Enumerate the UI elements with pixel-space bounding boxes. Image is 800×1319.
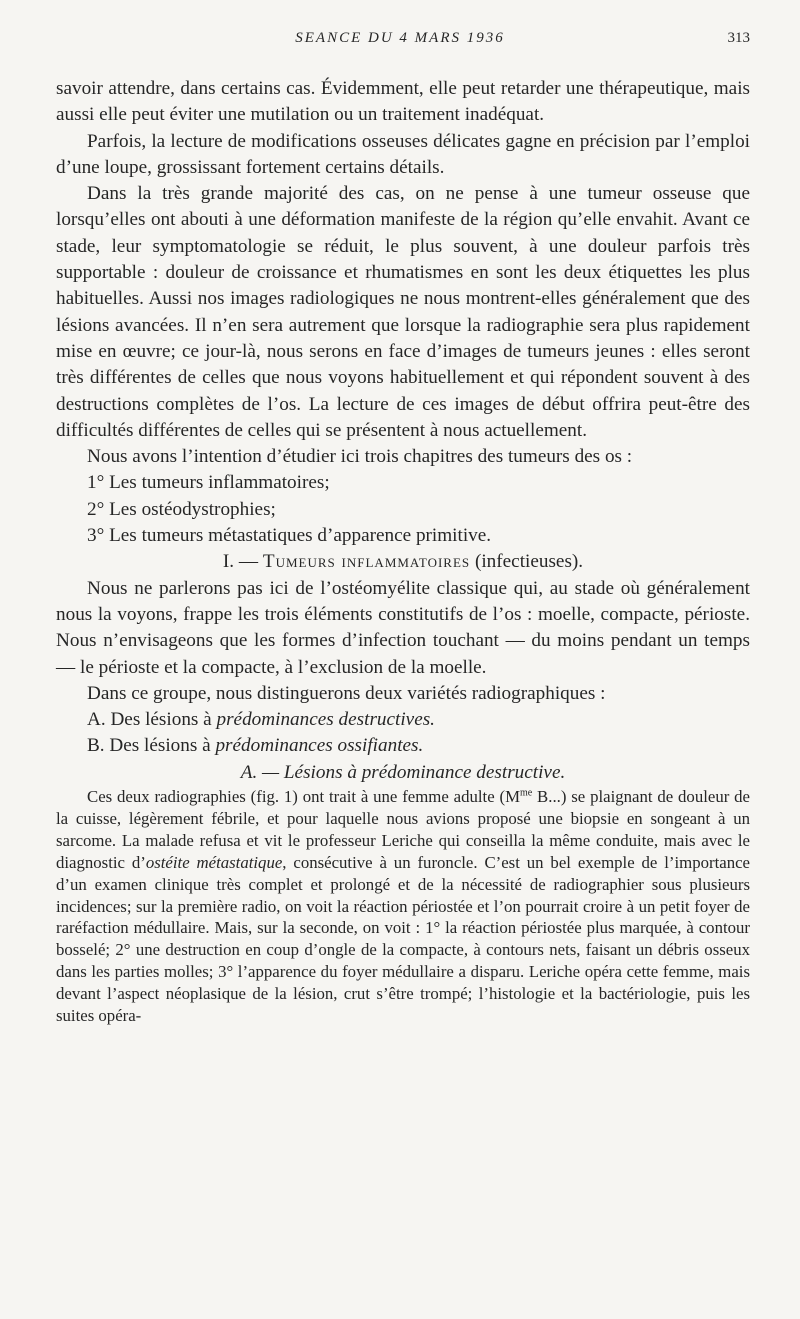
text-run-italic: ostéite métastatique xyxy=(145,852,283,872)
heading-suffix: (infectieuses). xyxy=(470,551,584,573)
running-head: SEANCE DU 4 MARS 1936 xyxy=(295,30,505,46)
text-run: , consécutive à un furoncle. C’est un bel exemple de l’importance d’un examen clinique très complet et prolongé et de la nécessité de radiographier sous plusieurs incidences; sur la première radio, on voit la réaction périostée et l’on pourrait croire à un petit foyer de raréfaction médullaire. Mais, sur la seconde, on voit : 1° la réaction périostée plus marquée, à contour bosselé; 2° une destruction en coup d’ongle de la compacte, à contours nets, faisant un débris osseux dans les parties molles; 3° l’apparence du foyer médullaire a disparu. Leriche opéra cette femme, mais devant l’aspect néoplasique de la lésion, crut s’être trompé; l’histologie et la bactériologie, puis les suites opéra- xyxy=(56,852,750,1026)
heading-smallcaps: Tumeurs inflammatoires xyxy=(262,551,471,573)
paragraph: Parfois, la lecture de modifications osseuses délicates gagne en précision par l’emploi d’une loupe, grossissant fortement certains détails. xyxy=(56,130,750,178)
list-item-lead: B. Des lésions à xyxy=(87,735,216,757)
list-item-italic: prédominances destructives. xyxy=(216,709,435,731)
paragraph-small xyxy=(56,786,750,1027)
list-item: 2° Les ostéodystrophies; xyxy=(87,498,276,520)
paragraph: savoir attendre, dans certains cas. Évidemment, elle peut retarder une thérapeutique, mais aussi elle peut éviter une mutilation ou un traitement inadéquat. xyxy=(56,78,750,126)
section-heading xyxy=(56,549,750,575)
list-item: 1° Les tumeurs inflammatoires; xyxy=(87,472,330,494)
list-item-lead: A. Des lésions à xyxy=(87,709,217,731)
paragraph: Dans la très grande majorité des cas, on ne pense à une tumeur osseuse que lorsqu’elles ont abouti à une déformation manifeste de la région qu’elle envahit. Avant ce stade, leur symptomatologie se réduit, le plus souvent, à une douleur parfois très supportable : douleur de croissance et rhumatismes en sont les deux étiquettes les plus habituelles. Aussi nos images radiologiques ne nous montrent-elles généralement que des lésions avancées. Il n’en sera autrement que lorsque la radiographie sera plus rapidement mise en œuvre; ce jour-là, nous serons en face d’images de tumeurs jeunes : elles seront très différentes de celles que nous voyons habituellement et qui répondent souvent à des destructions complètes de l’os. La lecture de ces images de début offrira peut-être des difficultés différentes de celles qui se présentent à nous actuellement. xyxy=(56,183,750,441)
chapter-list xyxy=(56,470,750,549)
heading-prefix: I. — xyxy=(222,551,263,573)
list-item xyxy=(56,733,750,759)
text-run: B...) se plaignant de douleur de la cuisse, légèrement fébrile, et pour laquelle nous avions proposé une biopsie en songeant à un sarcome. La malade refusa et vit le professeur Leriche qui conseilla la même conduite, mais avec le diagnostic d’ xyxy=(56,787,750,872)
list-item: 3° Les tumeurs métastatiques d’apparence primitive. xyxy=(87,525,492,547)
list-item xyxy=(56,707,750,733)
page-header xyxy=(0,30,800,54)
list-item-italic: prédominances ossifiantes. xyxy=(215,735,424,757)
variety-list xyxy=(56,707,750,760)
paragraph: Nous ne parlerons pas ici de l’ostéomyélite classique qui, au stade où généralement nous la voyons, frappe les trois éléments constitutifs de l’os : moelle, compacte, périoste. Nous n’envisageons que les formes d’infection touchant — du moins pendant un temps — le périoste et la compacte, à l’exclusion de la moelle. xyxy=(56,577,750,678)
superscript: me xyxy=(520,787,533,799)
text-run: Ces deux radiographies (fig. 1) ont trait à une femme adulte (M xyxy=(87,787,520,807)
paragraph: Dans ce groupe, nous distinguerons deux variétés radiographiques : xyxy=(87,682,606,704)
subsection-heading: A. — Lésions à prédominance destructive. xyxy=(240,761,566,783)
page-number: 313 xyxy=(727,30,750,46)
paragraph: Nous avons l’intention d’étudier ici trois chapitres des tumeurs des os : xyxy=(87,446,633,468)
page-body xyxy=(56,76,750,1027)
